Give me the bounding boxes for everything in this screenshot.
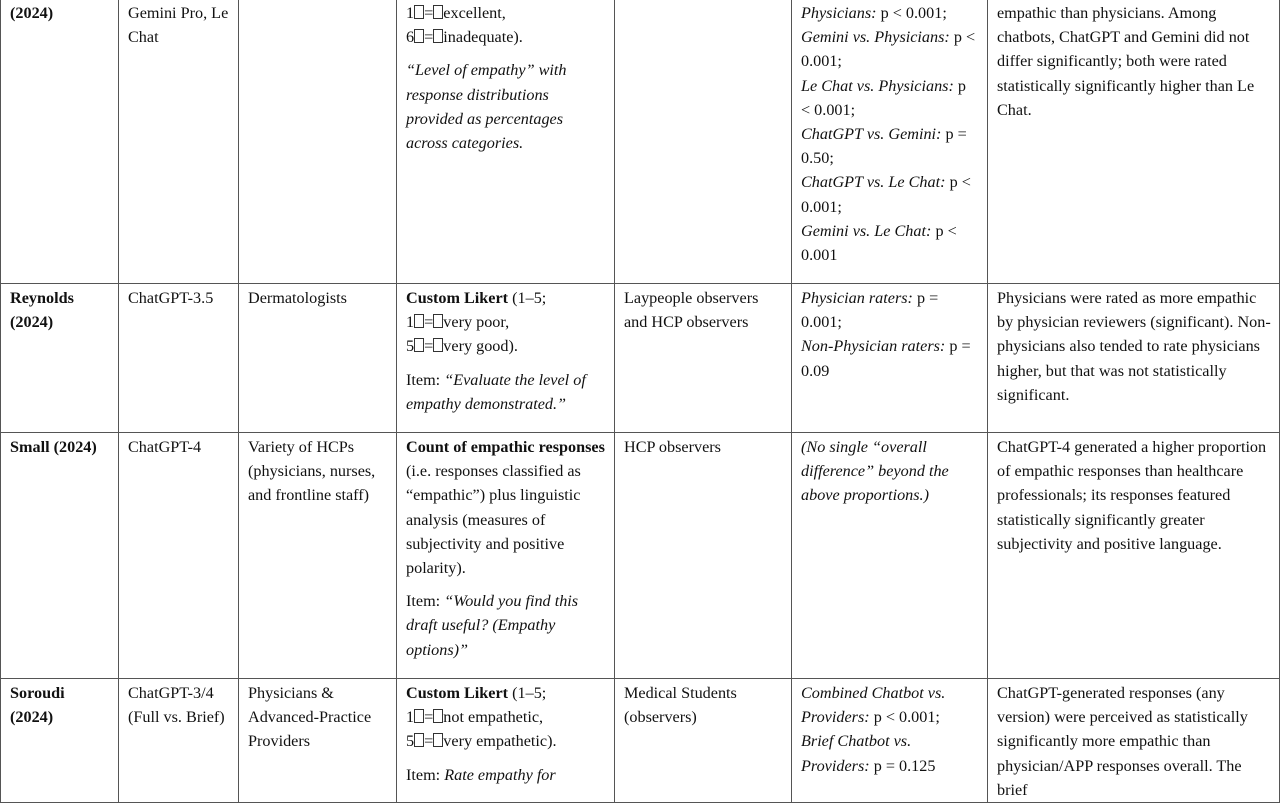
model-name: ChatGPT-3/4 (Full vs. Brief): [128, 684, 225, 727]
table-row: [1, 0, 1280, 284]
scale-point: 5 = very good).: [406, 337, 518, 356]
stats-cell: [792, 284, 988, 433]
raters-cell: [615, 433, 792, 679]
findings-cell: [988, 284, 1280, 433]
model-name: Gemini Pro, Le Chat: [128, 4, 229, 47]
stat-line: Gemini vs. Physicians: p < 0.001;: [801, 28, 976, 71]
missing-glyph-box: [414, 338, 424, 352]
findings-cell: [988, 679, 1280, 803]
raters-text: Medical Students (observers): [624, 684, 737, 727]
raters-cell: [615, 284, 792, 433]
model-cell: [119, 0, 239, 284]
raters-text: Laypeople observers and HCP observers: [624, 289, 759, 332]
scale-point: 6 = inadequate).: [406, 28, 523, 47]
scale-point: 5 = very empathetic).: [406, 732, 557, 751]
scale-point: 1 = not empathetic,: [406, 708, 544, 727]
missing-glyph-box: [433, 314, 443, 328]
findings-text: Physicians were rated as more empathic by physician reviewers (significant). Non-physicians also tended to rate physicians higher, but that was not statistically significant.: [997, 289, 1271, 404]
study-name: Small (2024): [10, 438, 97, 456]
missing-glyph-box: [414, 709, 424, 723]
measure-cell: [397, 284, 615, 433]
comparator-cell: [239, 679, 397, 803]
table-row: [1, 679, 1280, 803]
raters-text: HCP observers: [624, 438, 721, 456]
missing-glyph-box: [433, 29, 443, 43]
stat-line: Gemini vs. Le Chat: p < 0.001: [801, 221, 957, 265]
stat-line: ChatGPT vs. Gemini: p = 0.50;: [801, 125, 967, 168]
measure-title: Custom Likert (1–5;: [406, 684, 547, 702]
model-cell: [119, 284, 239, 433]
model-name: ChatGPT-3.5: [128, 289, 214, 307]
measure-cell: [397, 0, 615, 284]
measure-item: “Level of empathy” with response distributions provided as percentages across categories.: [406, 61, 567, 153]
measure-description: Count of empathic responses (i.e. responses classified as “empathic”) plus linguistic analysis (measures of subjectivity and positive polarity).: [406, 438, 605, 578]
study-cell: [1, 284, 119, 433]
stat-line: Brief Chatbot vs. Providers: p = 0.125: [801, 732, 936, 775]
stat-line: Physician raters: p = 0.001;: [801, 289, 939, 332]
missing-glyph-box: [414, 733, 424, 747]
comparator-cell: [239, 0, 397, 284]
missing-glyph-box: [433, 5, 443, 19]
findings-text: empathic than physicians. Among chatbots, ChatGPT and Gemini did not differ significantly; both were rated statistically significantly higher than Le Chat.: [997, 4, 1255, 119]
stat-line: ChatGPT vs. Le Chat: p < 0.001;: [801, 173, 971, 216]
table-row: [1, 284, 1280, 433]
measure-item: Item: “Would you find this draft useful? (Empathy options)”: [406, 592, 579, 659]
comparator-name: Physicians & Advanced-Practice Providers: [248, 684, 372, 751]
comparator-name: Variety of HCPs (physicians, nurses, and frontline staff): [248, 438, 376, 505]
missing-glyph-box: [433, 338, 443, 352]
findings-text: ChatGPT-4 generated a higher proportion of empathic responses than healthcare professionals; its responses featured statistically significantly greater subjectivity and positive language.: [997, 438, 1267, 553]
findings-cell: [988, 0, 1280, 284]
findings-cell: [988, 433, 1280, 679]
findings-text: ChatGPT-generated responses (any version) were perceived as statistically significantly more empathic than physician/APP responses overall. The brief: [997, 684, 1248, 799]
comparator-name: Dermatologists: [248, 289, 347, 307]
missing-glyph-box: [433, 709, 443, 723]
measure-item: Item: “Evaluate the level of empathy demonstrated.”: [406, 370, 586, 413]
scale-point: 1 = very poor,: [406, 313, 510, 332]
raters-cell: [615, 679, 792, 803]
comparator-cell: [239, 433, 397, 679]
model-cell: [119, 679, 239, 803]
comparator-cell: [239, 284, 397, 433]
stats-note: (No single “overall difference” beyond the above proportions.): [801, 438, 949, 505]
missing-glyph-box: [414, 314, 424, 328]
missing-glyph-box: [414, 5, 424, 19]
study-name: (2024): [10, 4, 54, 22]
study-name: Soroudi (2024): [10, 684, 65, 727]
measure-cell: [397, 433, 615, 679]
model-name: ChatGPT-4: [128, 438, 202, 456]
measure-item: Item: Rate empathy for: [406, 765, 556, 784]
model-cell: [119, 433, 239, 679]
study-name: Reynolds (2024): [10, 289, 74, 332]
stats-cell: [792, 433, 988, 679]
scale-point: 1 = excellent,: [406, 4, 506, 22]
stat-line: Combined Chatbot vs. Providers: p < 0.001;: [801, 684, 946, 727]
missing-glyph-box: [414, 29, 424, 43]
stat-line: Physicians: p < 0.001;: [801, 4, 947, 22]
table-row: [1, 433, 1280, 679]
raters-cell: [615, 0, 792, 284]
study-cell: [1, 679, 119, 803]
study-cell: [1, 0, 119, 284]
study-cell: [1, 433, 119, 679]
missing-glyph-box: [433, 733, 443, 747]
stat-line: Le Chat vs. Physicians: p < 0.001;: [801, 76, 967, 119]
measure-cell: [397, 679, 615, 803]
measure-title: Custom Likert (1–5;: [406, 289, 547, 307]
stats-cell: [792, 0, 988, 284]
stats-cell: [792, 679, 988, 803]
stat-line: Non-Physician raters: p = 0.09: [801, 337, 971, 380]
